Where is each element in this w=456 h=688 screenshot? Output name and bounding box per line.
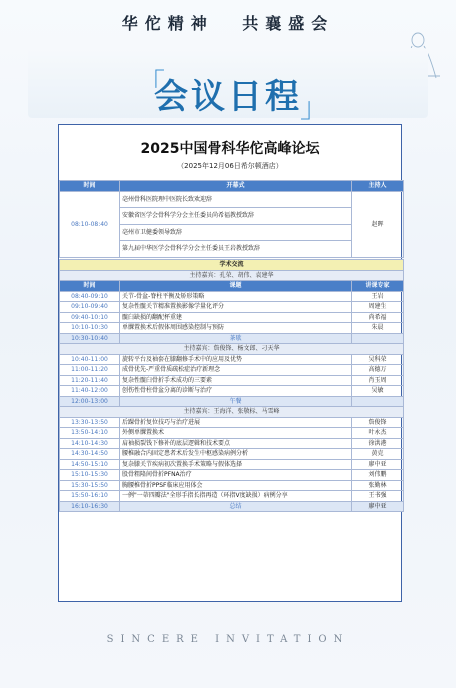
session-topic: 旋转平台及袖套在膝翻修手术中的应用及优势 [120,354,352,365]
session-speaker: 廖中亚 [352,501,404,512]
session-topic: 胸腰椎骨折PPSF临床应用体会 [120,480,352,491]
session-time: 15:50-16:10 [60,491,120,502]
session-time: 14:50-15:10 [60,459,120,470]
opening-item: 亳州骨科医院理中医院长致欢迎辞 [120,191,352,208]
break-label: 总结 [120,501,352,512]
session-speaker: 刘伟鹏 [352,470,404,481]
bracket-left: 「 [137,67,166,100]
session-time: 15:10-15:30 [60,470,120,481]
col-time: 时间 [60,281,120,292]
session-time: 10:40-11:00 [60,354,120,365]
session-topic: 股骨粗隆间骨折PFNA治疗 [120,470,352,481]
session-speaker: 廖中亚 [352,459,404,470]
opening-col-time: 时间 [60,181,120,192]
session-topic: 一例"一蒂四瓣法"全形手指长指再造（环指Ⅴ度缺损）病例分享 [120,491,352,502]
session-hosts: 主持嘉宾：詹俊锋、杨文郎、刁天华 [60,344,404,355]
session-time: 14:10-14:30 [60,438,120,449]
footer-tagline: SINCERE INVITATION [106,634,350,645]
session-time: 08:40-09:10 [60,291,120,302]
session-time: 11:00-11:20 [60,365,120,376]
session-topic: 髋臼缺损的翻配杯重建 [120,312,352,323]
session-speaker: 吴敏 [352,386,404,397]
slogan-right: 共襄盛会 [242,14,335,33]
break-label: 午餐 [120,396,352,407]
session-topic: 单髁置换术后假体周围感染控制与预防 [120,323,352,334]
bracket-right: 」 [300,91,329,124]
session-hosts: 主持嘉宾：王海洋、张敬标、马雪峰 [60,407,404,418]
program-box [58,124,402,602]
session-speaker [352,396,404,407]
session-time: 10:10-10:30 [60,323,120,334]
opening-time: 08:10-08:40 [60,191,120,257]
session-speaker: 黄克 [352,449,404,460]
session-time: 11:20-11:40 [60,375,120,386]
session-hosts: 主持嘉宾：孔荣、胡伟、袁建华 [60,270,404,281]
page-title: 会议日程 [154,77,302,117]
slogan [0,11,456,34]
session-time: 09:40-10:10 [60,312,120,323]
opening-host: 赵晖 [352,191,404,257]
break-label: 茶歇 [120,333,352,344]
session-speaker [352,333,404,344]
session-time: 13:30-13:50 [60,417,120,428]
session-time: 13:50-14:10 [60,428,120,439]
col-speaker: 讲课专家 [352,281,404,292]
opening-item: 安徽省医学会骨科学分会主任委员尚希福教授致辞 [120,208,352,225]
opening-col-title: 开幕式 [120,181,352,192]
session-topic: 创伤性骨柱骨盆分离的诊断与治疗 [120,386,352,397]
session-topic: 外侧单髁置换术 [120,428,352,439]
opening-table [59,180,404,258]
session-speaker: 詹俊锋 [352,417,404,428]
academic-table [59,259,404,512]
session-speaker: 吴科荣 [352,354,404,365]
session-topic: 后踝骨折复位技巧与治疗进展 [120,417,352,428]
session-time: 10:30-10:40 [60,333,120,344]
slogan-left: 华佗精神 [121,14,214,33]
section-title: 学术交流 [60,260,404,271]
session-speaker: 高德万 [352,365,404,376]
session-topic: 复杂性髋关节精准置换影像学量化评分 [120,302,352,313]
session-topic: 复杂膝关节疾病初次置换手术策略与假体选择 [120,459,352,470]
forum-title: 2025中国骨科华佗高峰论坛 [140,141,320,157]
session-time: 09:10-09:40 [60,302,120,313]
session-topic: 关节-骨盆-脊柱平衡及矫形策略 [120,291,352,302]
session-topic: 腰椎融合内固定患者术后发生中枢感染病例分析 [120,449,352,460]
opening-col-host: 主持人 [352,181,404,192]
opening-item: 亳州市卫健委领导致辞 [120,224,352,241]
session-speaker: 张勤林 [352,480,404,491]
session-topic: 肩袖损裂钱下修补的底层逻辑和技术要点 [120,438,352,449]
session-speaker: 王岩 [352,291,404,302]
session-speaker: 肖玉周 [352,375,404,386]
session-speaker: 尚希福 [352,312,404,323]
session-topic: 成骨优先-严重骨质疏松症治疗新理念 [120,365,352,376]
session-time: 11:40-12:00 [60,386,120,397]
col-topic: 课题 [120,281,352,292]
opening-item: 第九届中华医学会骨科学分会主任委员王岩教授致辞 [120,241,352,258]
session-time: 12:00-13:00 [60,396,120,407]
session-speaker: 王书强 [352,491,404,502]
session-speaker: 朱晨 [352,323,404,334]
session-speaker: 叶永杰 [352,428,404,439]
session-time: 14:30-14:50 [60,449,120,460]
session-time: 16:10-16:30 [60,501,120,512]
session-speaker: 周建生 [352,302,404,313]
session-topic: 复杂性髋臼骨折手术成功的三要素 [120,375,352,386]
forum-subtitle: （2025年12月06日希尔顿酒店） [177,162,283,170]
session-speaker: 徐洪港 [352,438,404,449]
session-time: 15:30-15:50 [60,480,120,491]
